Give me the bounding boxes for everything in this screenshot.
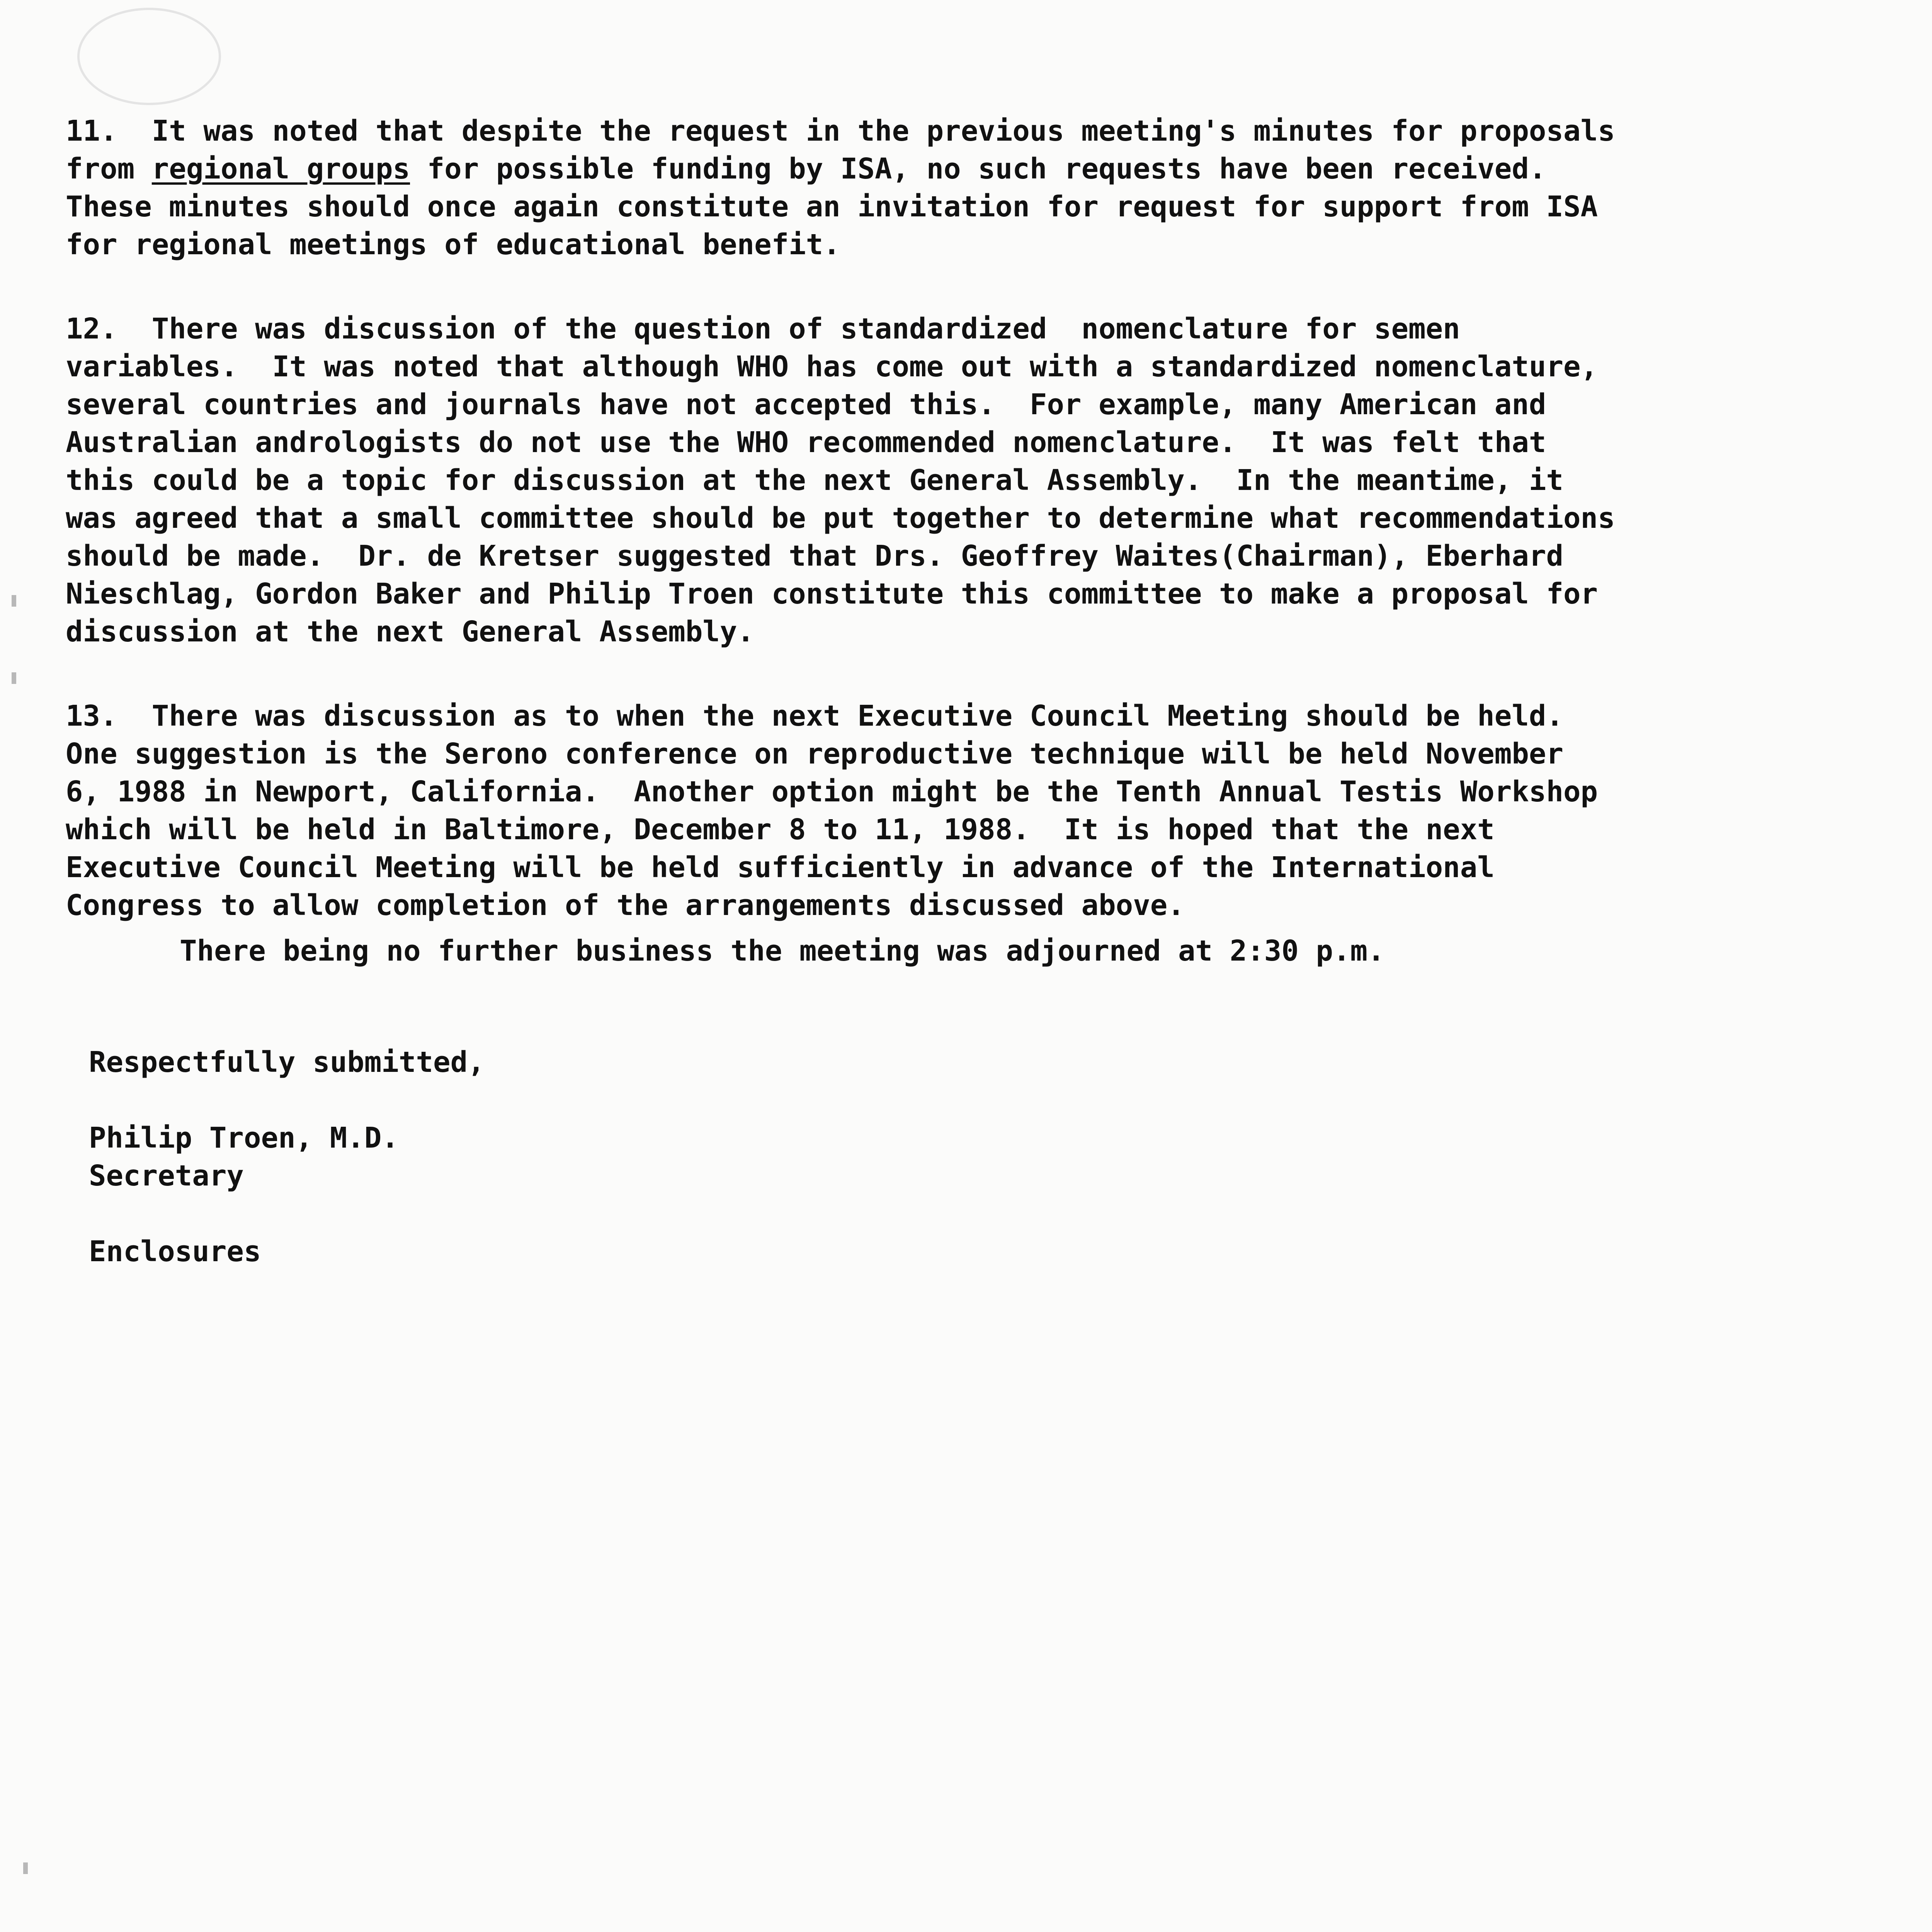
scan-artifact-dot [23, 1862, 28, 1874]
text-line: several countries and journals have not accepted this. For example, many American and [66, 388, 1546, 421]
signature-block [66, 1043, 1789, 1270]
scan-artifact-dot [12, 595, 16, 607]
enclosures-label: Enclosures [89, 1235, 261, 1268]
minutes-paragraph-item-12 [66, 310, 1789, 651]
text-line: 11. It was noted that despite the request in the previous meeting's minutes for proposals [66, 114, 1615, 148]
text-line: which will be held in Baltimore, December 8 to 11, 1988. It is hoped that the next [66, 813, 1495, 846]
spacer [89, 1081, 1789, 1119]
text-line: These minutes should once again constitute an invitation for request for support from ISA [66, 190, 1598, 223]
text-line: 13. There was discussion as to when the next Executive Council Meeting should be held. [66, 699, 1564, 733]
text-line: 12. There was discussion of the question of standardized nomenclature for semen [66, 312, 1460, 345]
document-body [66, 112, 1789, 1270]
signatory-name: Philip Troen, M.D. [89, 1121, 399, 1155]
text-line: Nieschlag, Gordon Baker and Philip Troen constitute this committee to make a proposal for [66, 577, 1598, 611]
text-line: variables. It was noted that although WHO has come out with a standardized nomenclature, [66, 350, 1598, 383]
text-line: this could be a topic for discussion at the next General Assembly. In the meantime, it [66, 464, 1564, 497]
spacer [89, 1195, 1789, 1233]
minutes-items [66, 112, 1789, 924]
text-line: 6, 1988 in Newport, California. Another option might be the Tenth Annual Testis Workshop [66, 775, 1598, 808]
closing-text: Respectfully submitted, [89, 1046, 485, 1079]
text-line: was agreed that a small committee should be put together to determine what recommendations [66, 502, 1615, 535]
underlined-text: regional groups [151, 152, 410, 185]
text-line: Congress to allow completion of the arrangements discussed above. [66, 889, 1185, 922]
minutes-paragraph-item-11 [66, 112, 1789, 264]
text-line: Australian andrologists do not use the WHO recommended nomenclature. It was felt that [66, 426, 1546, 459]
text-line: discussion at the next General Assembly. [66, 615, 755, 648]
text-line: Executive Council Meeting will be held sufficiently in advance of the International [66, 851, 1495, 884]
signatory-title: Secretary [89, 1159, 244, 1192]
text-line: from regional groups for possible funding by ISA, no such requests have been received. [66, 152, 1546, 185]
scan-artifact-stamp [77, 8, 221, 105]
scan-artifact-dot [12, 672, 16, 684]
minutes-paragraph-item-13 [66, 697, 1789, 924]
text-line: for regional meetings of educational benefit. [66, 228, 840, 261]
text-line: One suggestion is the Serono conference on reproductive technique will be held November [66, 737, 1564, 770]
adjournment-text: There being no further business the meeting was adjourned at 2:30 p.m. [180, 934, 1385, 968]
text-line: should be made. Dr. de Kretser suggested that Drs. Geoffrey Waites(Chairman), Eberhard [66, 539, 1564, 573]
